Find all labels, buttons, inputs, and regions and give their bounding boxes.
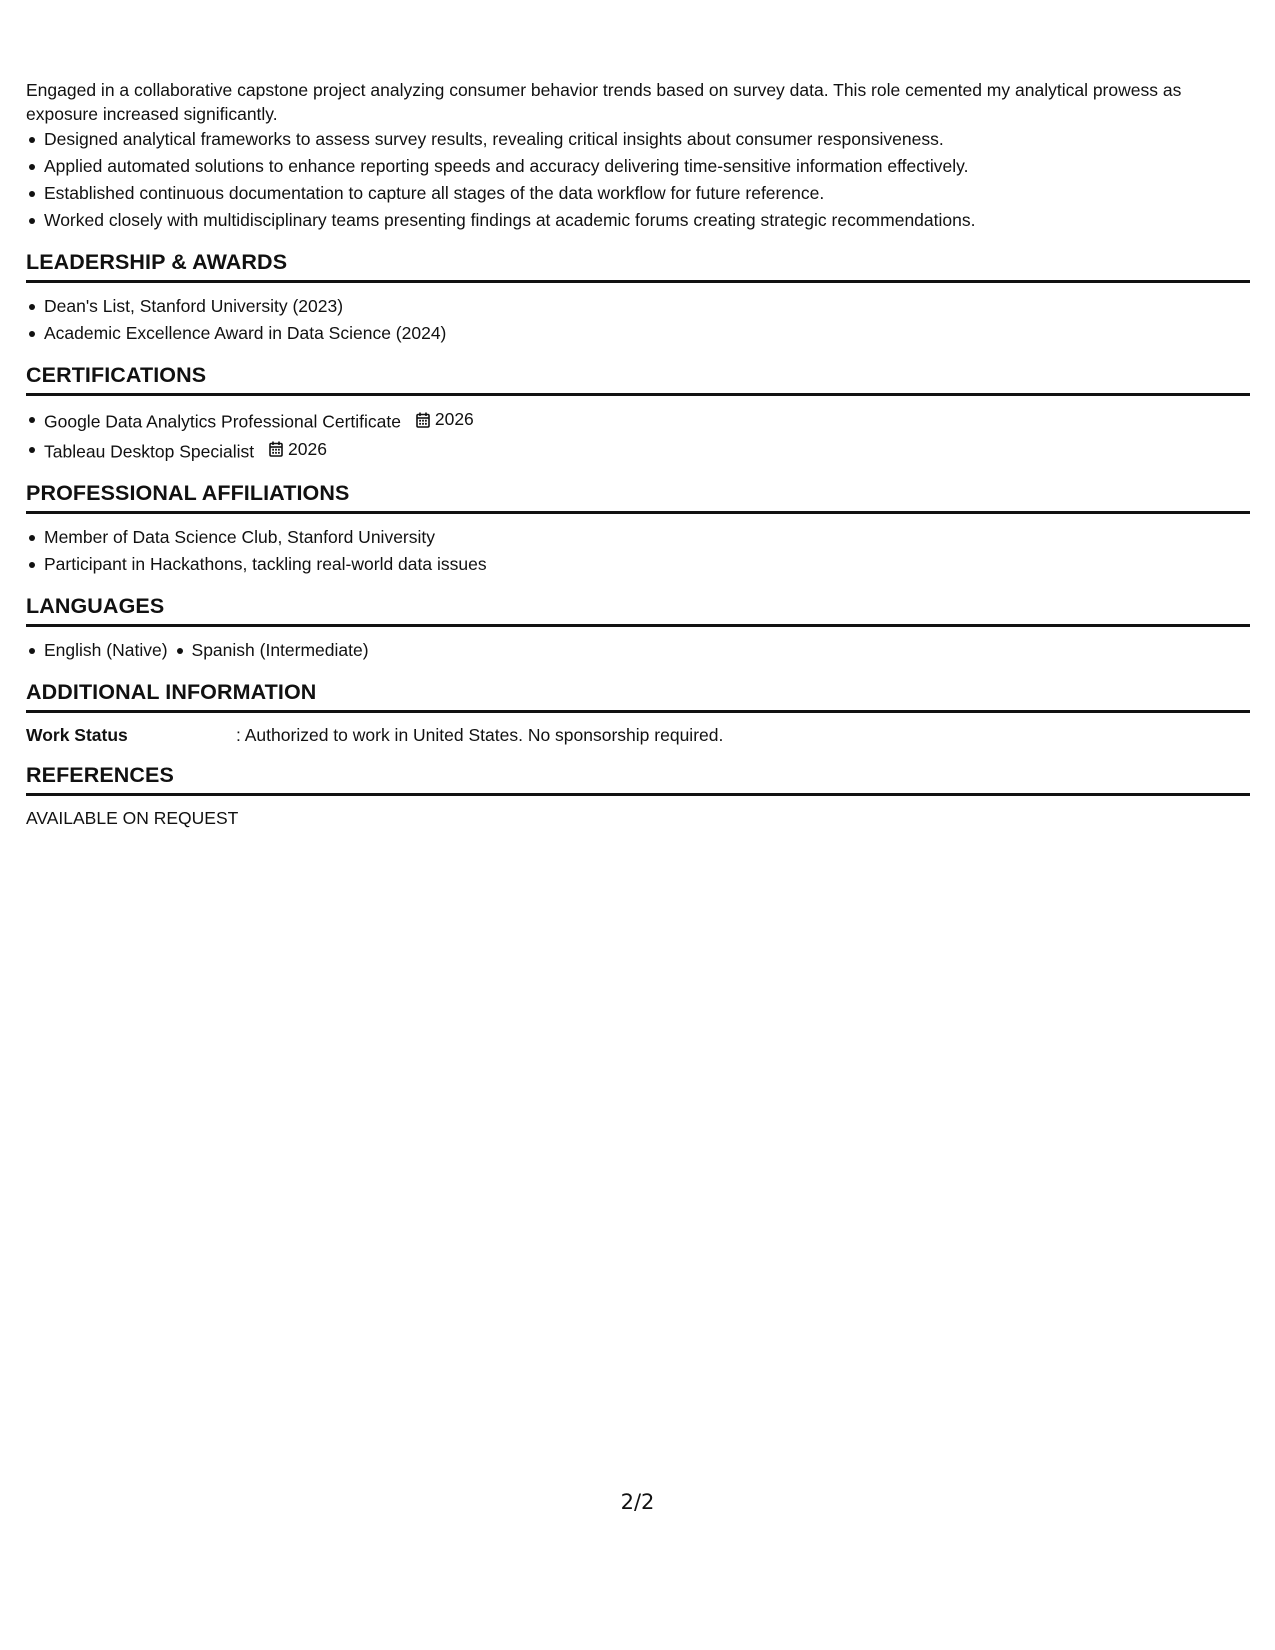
calendar-icon	[416, 412, 430, 428]
section-divider	[26, 393, 1250, 396]
section-divider	[26, 710, 1250, 713]
experience-bullet: Applied automated solutions to enhance reporting speeds and accuracy delivering time-sensitive information effectively.	[44, 153, 1250, 180]
section-title-additional: ADDITIONAL INFORMATION	[26, 680, 317, 704]
language-item: Spanish (Intermediate)	[192, 637, 369, 664]
additional-info-section	[26, 678, 1250, 747]
award-item: Dean's List, Stanford University (2023)	[44, 293, 1250, 320]
page-number: 2/2	[620, 1490, 655, 1514]
section-divider	[26, 624, 1250, 627]
languages-list	[26, 637, 1250, 664]
work-status-label: Work Status	[26, 725, 128, 745]
calendar-icon	[269, 441, 283, 457]
experience-bullet: Designed analytical frameworks to assess survey results, revealing critical insights about consumer responsiveness.	[44, 126, 1250, 153]
references-text: AVAILABLE ON REQUEST	[26, 808, 239, 828]
section-divider	[26, 280, 1250, 283]
section-title-languages: LANGUAGES	[26, 594, 165, 618]
section-title-affiliations: PROFESSIONAL AFFILIATIONS	[26, 481, 350, 505]
certification-item	[44, 436, 1250, 466]
experience-bullets	[26, 126, 1250, 234]
experience-entry	[26, 78, 1250, 234]
certification-date	[416, 406, 474, 433]
certification-year: 2026	[434, 409, 474, 429]
affiliation-item: Member of Data Science Club, Stanford University	[44, 524, 1250, 551]
section-title-certifications: CERTIFICATIONS	[26, 363, 207, 387]
certification-name: Google Data Analytics Professional Certificate	[44, 411, 401, 432]
affiliation-item: Participant in Hackathons, tackling real-world data issues	[44, 551, 1250, 578]
resume-page	[26, 78, 1250, 830]
section-divider	[26, 793, 1250, 796]
certification-date	[269, 436, 327, 463]
language-item: English (Native)	[44, 637, 168, 664]
section-divider	[26, 511, 1250, 514]
certifications-list	[26, 406, 1250, 465]
references-section	[26, 761, 1250, 830]
certification-item	[44, 406, 1250, 436]
leadership-list	[26, 293, 1250, 347]
work-status-value: : Authorized to work in United States. No sponsorship required.	[236, 725, 724, 745]
experience-description: Engaged in a collaborative capstone project analyzing consumer behavior trends based on survey data. This role cemented my analytical prowess as exposure increased significantly.	[26, 80, 1182, 124]
certification-name: Tableau Desktop Specialist	[44, 441, 255, 461]
experience-bullet: Established continuous documentation to capture all stages of the data workflow for future reference.	[44, 180, 1250, 207]
section-title-leadership: LEADERSHIP & AWARDS	[26, 250, 288, 274]
certifications-section	[26, 361, 1250, 465]
affiliations-list	[26, 524, 1250, 578]
affiliations-section	[26, 479, 1250, 578]
work-status-row	[26, 723, 1250, 747]
award-item: Academic Excellence Award in Data Science (2024)	[44, 320, 1250, 347]
experience-bullet: Worked closely with multidisciplinary teams presenting findings at academic forums creating strategic recommendations.	[44, 207, 1250, 234]
languages-section	[26, 592, 1250, 664]
certification-year: 2026	[288, 438, 327, 459]
leadership-section	[26, 248, 1250, 347]
section-title-references: REFERENCES	[26, 763, 174, 787]
